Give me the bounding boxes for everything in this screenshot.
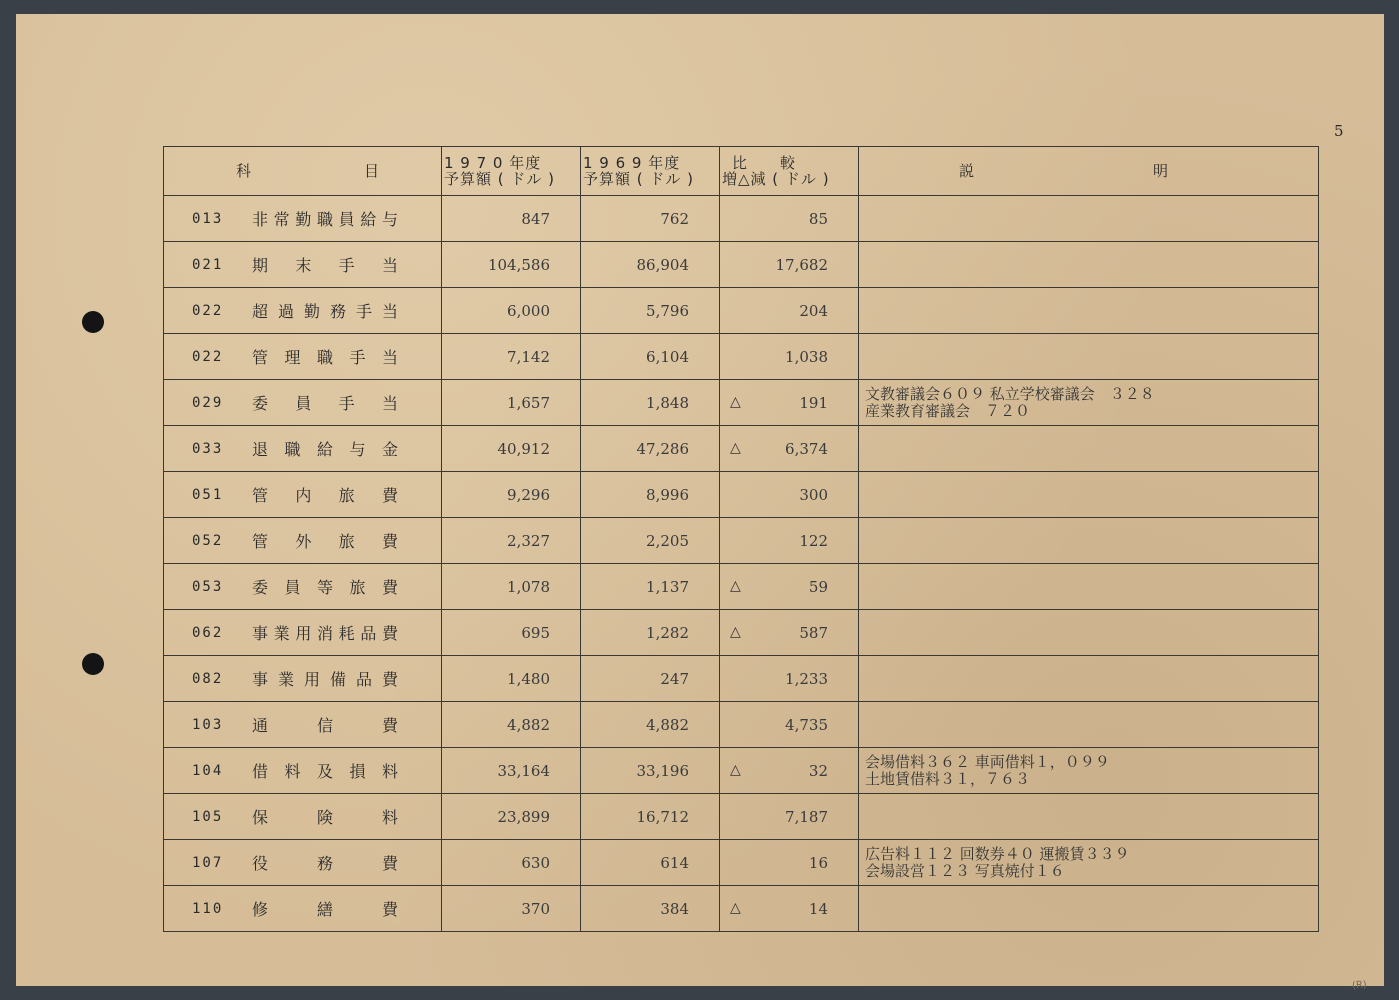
description-line-1: 文教審議会６０９ 私立学校審議会 ３２８: [865, 384, 1155, 403]
difference-amount: 85: [808, 209, 828, 228]
fy1970-amount: 2,327: [442, 518, 581, 564]
fy1970-amount: 1,657: [442, 380, 581, 426]
table-row: [164, 196, 1319, 242]
fy1970-amount: 104,586: [442, 242, 581, 288]
difference-cell: [720, 288, 859, 334]
difference-cell: [720, 472, 859, 518]
description-cell: [859, 886, 1319, 932]
subject-name: 保険料: [252, 808, 402, 827]
difference-amount: 32: [808, 761, 828, 780]
subject-code: 082: [192, 671, 224, 687]
subject-cell: [164, 426, 442, 472]
fy1969-amount: 6,104: [581, 334, 720, 380]
description-line-1: 広告料１１２ 回数券４０ 運搬賃３３９: [865, 844, 1130, 863]
subject-cell: [164, 564, 442, 610]
fy1970-amount: 23,899: [442, 794, 581, 840]
difference-amount: 1,038: [785, 347, 828, 366]
fy1969-amount: 384: [581, 886, 720, 932]
subject-cell: [164, 794, 442, 840]
subject-code: 062: [192, 625, 224, 641]
header-fy1969-line1: 1 9 6 9 年度: [583, 154, 681, 172]
fy1970-amount: 695: [442, 610, 581, 656]
subject-name: 管理職手当: [252, 348, 402, 367]
description-cell: [859, 794, 1319, 840]
fy1969-amount: 4,882: [581, 702, 720, 748]
description-cell: [859, 334, 1319, 380]
subject-cell: [164, 748, 442, 794]
subject-code: 052: [192, 533, 224, 549]
decrease-mark: △: [730, 393, 741, 410]
subject-code: 051: [192, 487, 224, 503]
table-row: [164, 702, 1319, 748]
table-row: [164, 380, 1319, 426]
subject-cell: [164, 288, 442, 334]
difference-cell: [720, 242, 859, 288]
subject-code: 104: [192, 763, 224, 779]
decrease-mark: △: [730, 899, 741, 916]
description-cell: [859, 288, 1319, 334]
difference-amount: 59: [808, 577, 828, 596]
table-row: [164, 334, 1319, 380]
table-row: [164, 794, 1319, 840]
difference-amount: 14: [808, 899, 828, 918]
fy1970-amount: 40,912: [442, 426, 581, 472]
table-row: [164, 288, 1319, 334]
fy1970-amount: 6,000: [442, 288, 581, 334]
description-cell: [859, 610, 1319, 656]
difference-cell: [720, 564, 859, 610]
subject-name: 管外旅費: [252, 532, 402, 551]
fy1970-amount: 1,078: [442, 564, 581, 610]
fy1970-amount: 1,480: [442, 656, 581, 702]
difference-cell: [720, 334, 859, 380]
subject-code: 053: [192, 579, 224, 595]
description-cell: [859, 380, 1319, 426]
subject-name: 管内旅費: [252, 486, 402, 505]
difference-amount: 4,735: [785, 715, 828, 734]
difference-amount: 16: [808, 853, 828, 872]
difference-amount: 17,682: [775, 255, 828, 274]
decrease-mark: △: [730, 577, 741, 594]
budget-table: [163, 146, 1319, 932]
subject-code: 110: [192, 901, 224, 917]
fy1969-amount: 16,712: [581, 794, 720, 840]
subject-name: 超過勤務手当: [252, 302, 402, 321]
difference-cell: [720, 610, 859, 656]
table-row: [164, 610, 1319, 656]
subject-cell: [164, 518, 442, 564]
fy1969-amount: 33,196: [581, 748, 720, 794]
header-comparison-line1: 比 較: [732, 154, 797, 172]
punch-hole-bottom: [82, 653, 104, 675]
subject-cell: [164, 610, 442, 656]
subject-name: 退職給与金: [252, 440, 402, 459]
subject-cell: [164, 656, 442, 702]
description-cell: [859, 472, 1319, 518]
difference-cell: [720, 794, 859, 840]
subject-cell: [164, 380, 442, 426]
fy1970-amount: 7,142: [442, 334, 581, 380]
description-cell: [859, 426, 1319, 472]
header-fy1970-line2: 予算額 ( ドル ): [444, 170, 556, 188]
fy1969-amount: 47,286: [581, 426, 720, 472]
difference-cell: [720, 196, 859, 242]
subject-name: 事業用備品費: [252, 670, 402, 689]
difference-amount: 1,233: [785, 669, 828, 688]
header-comparison: [720, 147, 859, 196]
subject-code: 021: [192, 257, 224, 273]
description-cell: [859, 656, 1319, 702]
difference-amount: 6,374: [785, 439, 828, 458]
subject-name: 委員手当: [252, 394, 402, 413]
subject-cell: [164, 702, 442, 748]
page-number: 5: [1334, 122, 1344, 140]
header-subject-2: 目: [363, 162, 379, 180]
subject-code: 033: [192, 441, 224, 457]
header-fy1969-line2: 予算額 ( ドル ): [583, 170, 695, 188]
subject-name: 事業用消耗品費: [252, 624, 402, 643]
fy1969-amount: 762: [581, 196, 720, 242]
fy1969-amount: 1,848: [581, 380, 720, 426]
subject-name: 修繕費: [252, 900, 402, 919]
decrease-mark: △: [730, 761, 741, 778]
fy1970-amount: 630: [442, 840, 581, 886]
difference-amount: 300: [799, 485, 828, 504]
difference-cell: [720, 748, 859, 794]
subject-cell: [164, 840, 442, 886]
subject-code: 022: [192, 349, 224, 365]
subject-name: 期末手当: [252, 256, 402, 275]
fy1969-amount: 86,904: [581, 242, 720, 288]
difference-amount: 587: [799, 623, 828, 642]
subject-cell: [164, 334, 442, 380]
difference-cell: [720, 702, 859, 748]
subject-name: 役務費: [252, 854, 402, 873]
subject-name: 借料及損料: [252, 762, 402, 781]
subject-code: 022: [192, 303, 224, 319]
difference-cell: [720, 380, 859, 426]
header-fy1969: [581, 147, 720, 196]
description-line-2: 産業教育審議会 ７２０: [865, 401, 1031, 420]
difference-cell: [720, 840, 859, 886]
description-line-1: 会場借料３６２ 車両借料１，０９９: [865, 752, 1110, 771]
description-line-2: 土地賃借料３１，７６３: [865, 769, 1031, 788]
table-row: [164, 656, 1319, 702]
header-row: [164, 147, 1319, 196]
subject-cell: [164, 196, 442, 242]
fy1970-amount: 33,164: [442, 748, 581, 794]
fy1970-amount: 370: [442, 886, 581, 932]
archive-mark: (R): [1351, 979, 1368, 992]
difference-amount: 7,187: [785, 807, 828, 826]
fy1969-amount: 5,796: [581, 288, 720, 334]
header-description: [859, 147, 1319, 196]
subject-cell: [164, 472, 442, 518]
fy1969-amount: 8,996: [581, 472, 720, 518]
header-fy1970-line1: 1 9 7 0 年度: [444, 154, 542, 172]
table-row: [164, 426, 1319, 472]
fy1970-amount: 847: [442, 196, 581, 242]
header-subject-1: 科: [236, 162, 252, 180]
description-cell: [859, 840, 1319, 886]
description-cell: [859, 242, 1319, 288]
fy1969-amount: 1,282: [581, 610, 720, 656]
header-description-1: 説: [959, 162, 975, 180]
subject-code: 013: [192, 211, 224, 227]
table-row: [164, 242, 1319, 288]
decrease-mark: △: [730, 439, 741, 456]
subject-code: 107: [192, 855, 224, 871]
description-cell: [859, 564, 1319, 610]
subject-cell: [164, 242, 442, 288]
subject-name: 委員等旅費: [252, 578, 402, 597]
difference-amount: 122: [799, 531, 828, 550]
table-row: [164, 518, 1319, 564]
description-cell: [859, 518, 1319, 564]
fy1970-amount: 4,882: [442, 702, 581, 748]
table-row: [164, 840, 1319, 886]
header-comparison-line2: 増△減 ( ドル ): [722, 170, 830, 188]
table-row: [164, 564, 1319, 610]
difference-cell: [720, 656, 859, 702]
fy1969-amount: 247: [581, 656, 720, 702]
subject-name: 非常勤職員給与: [252, 210, 402, 229]
table-row: [164, 748, 1319, 794]
fy1969-amount: 2,205: [581, 518, 720, 564]
decrease-mark: △: [730, 623, 741, 640]
description-cell: [859, 702, 1319, 748]
table-row: [164, 886, 1319, 932]
description-cell: [859, 748, 1319, 794]
subject-code: 029: [192, 395, 224, 411]
difference-amount: 191: [799, 393, 828, 412]
table-row: [164, 472, 1319, 518]
description-cell: [859, 196, 1319, 242]
fy1969-amount: 614: [581, 840, 720, 886]
fy1970-amount: 9,296: [442, 472, 581, 518]
subject-name: 通信費: [252, 716, 402, 735]
difference-cell: [720, 886, 859, 932]
difference-cell: [720, 426, 859, 472]
subject-code: 105: [192, 809, 224, 825]
header-description-2: 明: [1152, 162, 1168, 180]
header-subject: [164, 147, 442, 196]
subject-code: 103: [192, 717, 224, 733]
description-line-2: 会場設営１２３ 写真焼付１６: [865, 861, 1065, 880]
header-fy1970: [442, 147, 581, 196]
difference-amount: 204: [799, 301, 828, 320]
difference-cell: [720, 518, 859, 564]
subject-cell: [164, 886, 442, 932]
punch-hole-top: [82, 311, 104, 333]
fy1969-amount: 1,137: [581, 564, 720, 610]
